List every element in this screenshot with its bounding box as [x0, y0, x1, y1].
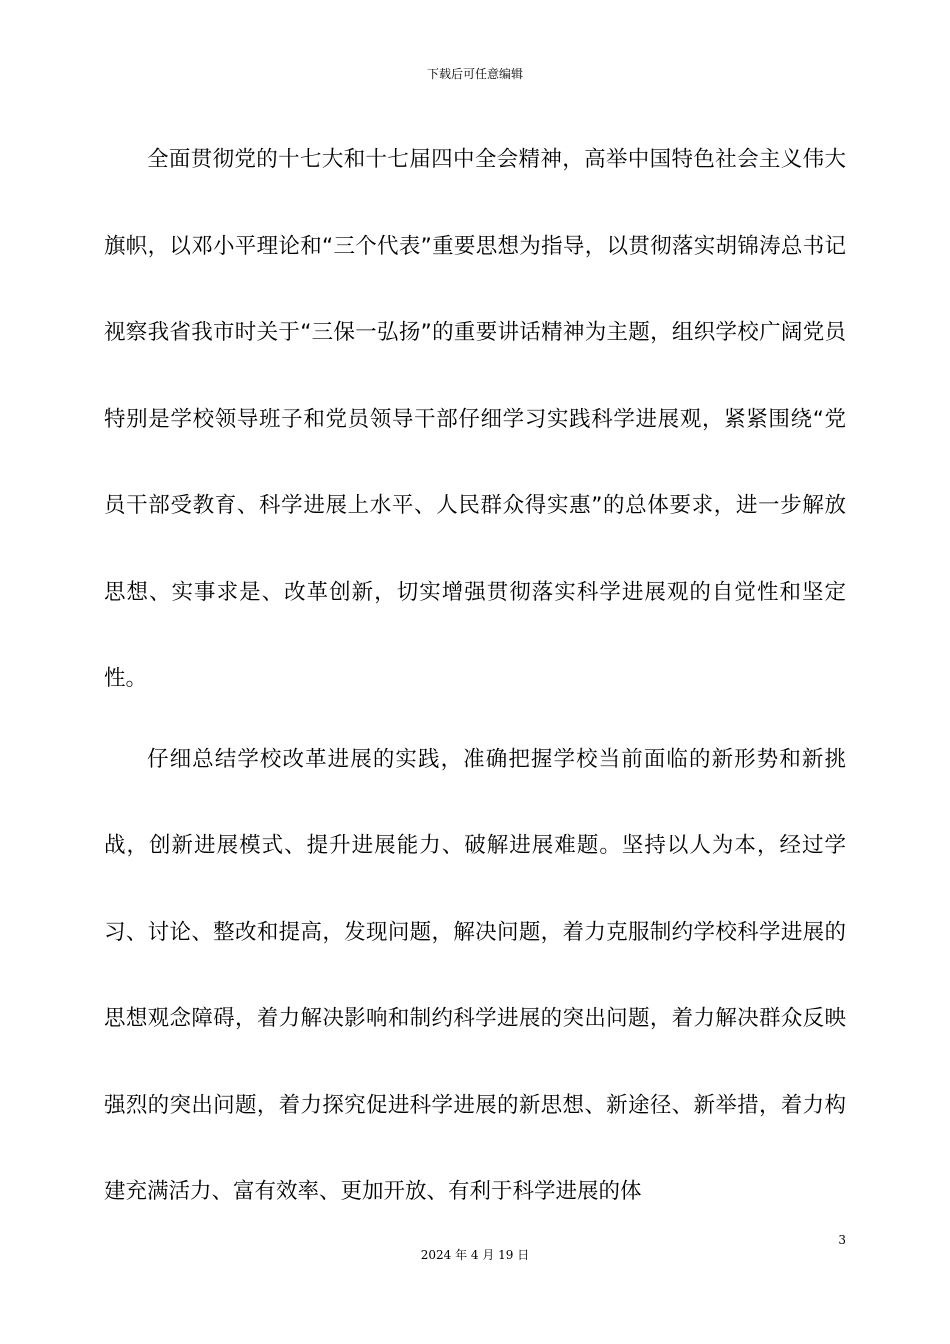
page-header: 下载后可任意编辑	[426, 67, 523, 81]
document-body	[104, 117, 846, 1236]
page-number: 3	[838, 1233, 846, 1247]
paragraph-1: 全面贯彻党的十七大和十七届四中全会精神，高举中国特色社会主义伟大旗帜，以邓小平理论和“三个代表”重要思想为指导，以贯彻落实胡锦涛总书记视察我省我市时关于“三保一弘扬”的重要讲话精神为主题，组织学校广阔党员特别是学校领导班子和党员领导干部仔细学习实践科学进展观，紧紧围绕“党员干部受教育、科学进展上水平、人民群众得实惠”的总体要求，进一步解放思想、实事求是、改革创新，切实增强贯彻落实科学进展观的自觉性和坚定性。	[104, 147, 846, 691]
page-footer-date: 2024 年 4 月 19 日	[420, 1248, 530, 1262]
paragraph-2: 仔细总结学校改革进展的实践，准确把握学校当前面临的新形势和新挑战，创新进展模式、提升进展能力、破解进展难题。坚持以人为本，经过学习、讨论、整改和提高，发现问题，解决问题，着力克服制约学校科学进展的思想观念障碍，着力解决影响和制约科学进展的突出问题，着力解决群众反映强烈的突出问题，着力探究促进科学进展的新思想、新途径、新举措，着力构建充满活力、富有效率、更加开放、有利于科学进展的体	[104, 746, 846, 1204]
